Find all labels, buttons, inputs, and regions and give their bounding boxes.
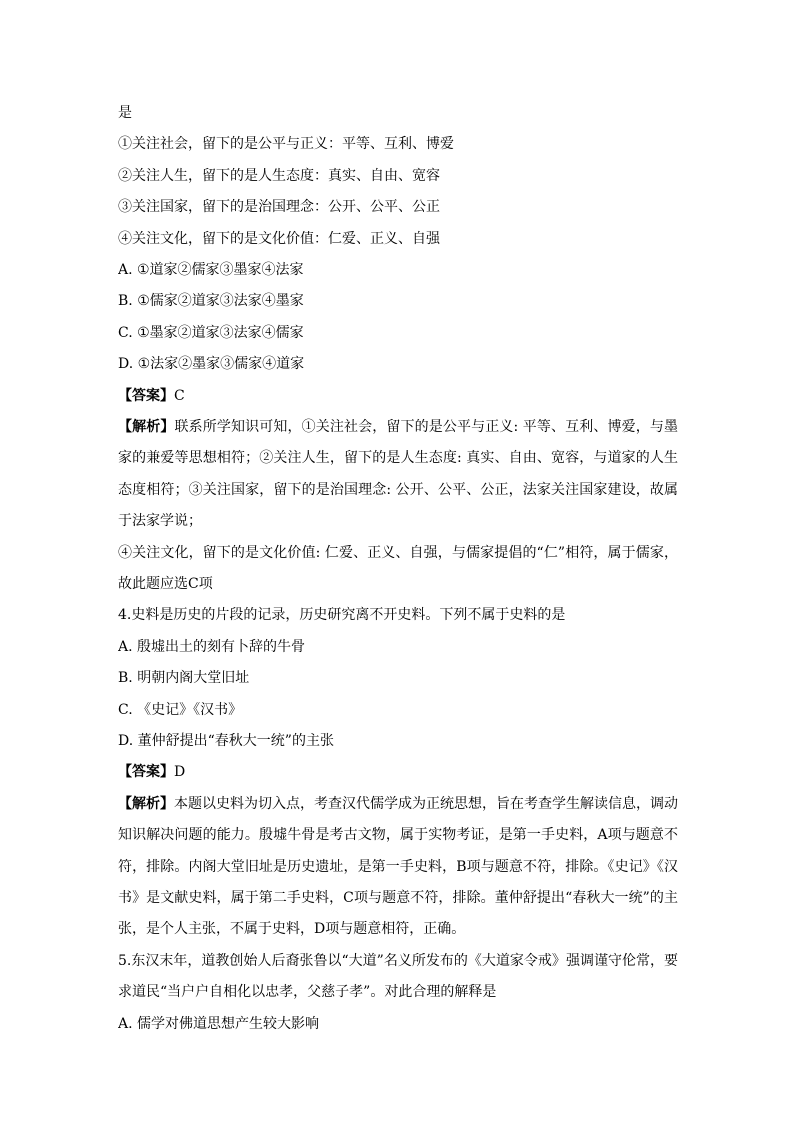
q3-statement-2: ②关注人生，留下的是人生态度：真实、自由、宽容 bbox=[118, 167, 440, 184]
q4-answer bbox=[118, 757, 678, 788]
q3-analysis-continued: ④关注文化，留下的是文化价值: 仁爱、正义、自强，与儒家提倡的“仁”相符，属于儒家，故此题应选C项 bbox=[118, 544, 678, 592]
q4-option-b: B. 明朝内阁大堂旧址 bbox=[118, 670, 250, 687]
q3-statement-1: ①关注社会，留下的是公平与正义：平等、互利、博爱 bbox=[118, 136, 454, 153]
q3-analysis bbox=[118, 412, 678, 538]
analysis-text: 联系所学知识可知，①关注社会，留下的是公平与正义: 平等、互利、博爱，与墨家的兼爱等思想相符；②关注人生，留下的是人生态度: 真实、自由、宽容，与道家的人生态度相符；③关注国家，留下的是治国理念: 公开、公平、公正，法家关注国家建设，故属于法家学说； bbox=[118, 418, 678, 530]
q3-statement-4: ④关注文化，留下的是文化价值：仁爱、正义、自强 bbox=[118, 230, 440, 247]
q4-option-a: A. 殷墟出土的刻有卜辞的牛骨 bbox=[118, 638, 306, 655]
q3-stem-tail: 是 bbox=[118, 105, 132, 121]
answer-value: C bbox=[174, 387, 185, 404]
q5-option-a: A. 儒学对佛道思想产生较大影响 bbox=[118, 1015, 320, 1032]
answer-tag: 【答案】 bbox=[118, 387, 174, 404]
q3-answer bbox=[118, 381, 678, 412]
q3-option-d: D. ①法家②墨家③儒家④道家 bbox=[118, 356, 305, 373]
analysis-text: 本题以史料为切入点，考查汉代儒学成为正统思想，旨在考查学生解读信息，调动知识解决问题的能力。殷墟牛骨是考古文物，属于实物考证，是第一手史料，A项与题意不符，排除。内阁大堂旧址是历史遗址，是第一手史料，B项与题意不符，排除。《史记》《汉书》是文献史料，属于第二手史料，C项与题意不符，排除。董仲舒提出“春秋大一统”的主张，是个人主张，不属于史料，D项与题意相符，正确。 bbox=[118, 795, 678, 938]
q3-option-a: A. ①道家②儒家③墨家④法家 bbox=[118, 261, 304, 278]
q4-stem: 4.史料是历史的片段的记录，历史研究离不开史料。下列不属于史料的是 bbox=[118, 607, 566, 624]
answer-tag: 【答案】 bbox=[118, 764, 174, 781]
analysis-tag: 【解析】 bbox=[118, 795, 174, 812]
q4-analysis bbox=[118, 789, 678, 946]
q4-option-d: D. 董仲舒提出“春秋大一统”的主张 bbox=[118, 732, 334, 749]
q3-option-b: B. ①儒家②道家③法家④墨家 bbox=[118, 293, 304, 310]
document-body bbox=[118, 98, 678, 1040]
q3-statement-3: ③关注国家，留下的是治国理念：公开、公平、公正 bbox=[118, 199, 440, 216]
q4-option-c: C. 《史记》《汉书》 bbox=[118, 701, 243, 718]
q5-stem: 5.东汉末年，道教创始人后裔张鲁以“大道”名义所发布的《大道家令戒》强调谨守伦常，要求道民“当户户自相化以忠孝，父慈子孝”。对此合理的解释是 bbox=[118, 952, 678, 1001]
q3-option-c: C. ①墨家②道家③法家④儒家 bbox=[118, 324, 304, 341]
answer-value: D bbox=[174, 764, 186, 781]
analysis-tag: 【解析】 bbox=[118, 418, 175, 435]
